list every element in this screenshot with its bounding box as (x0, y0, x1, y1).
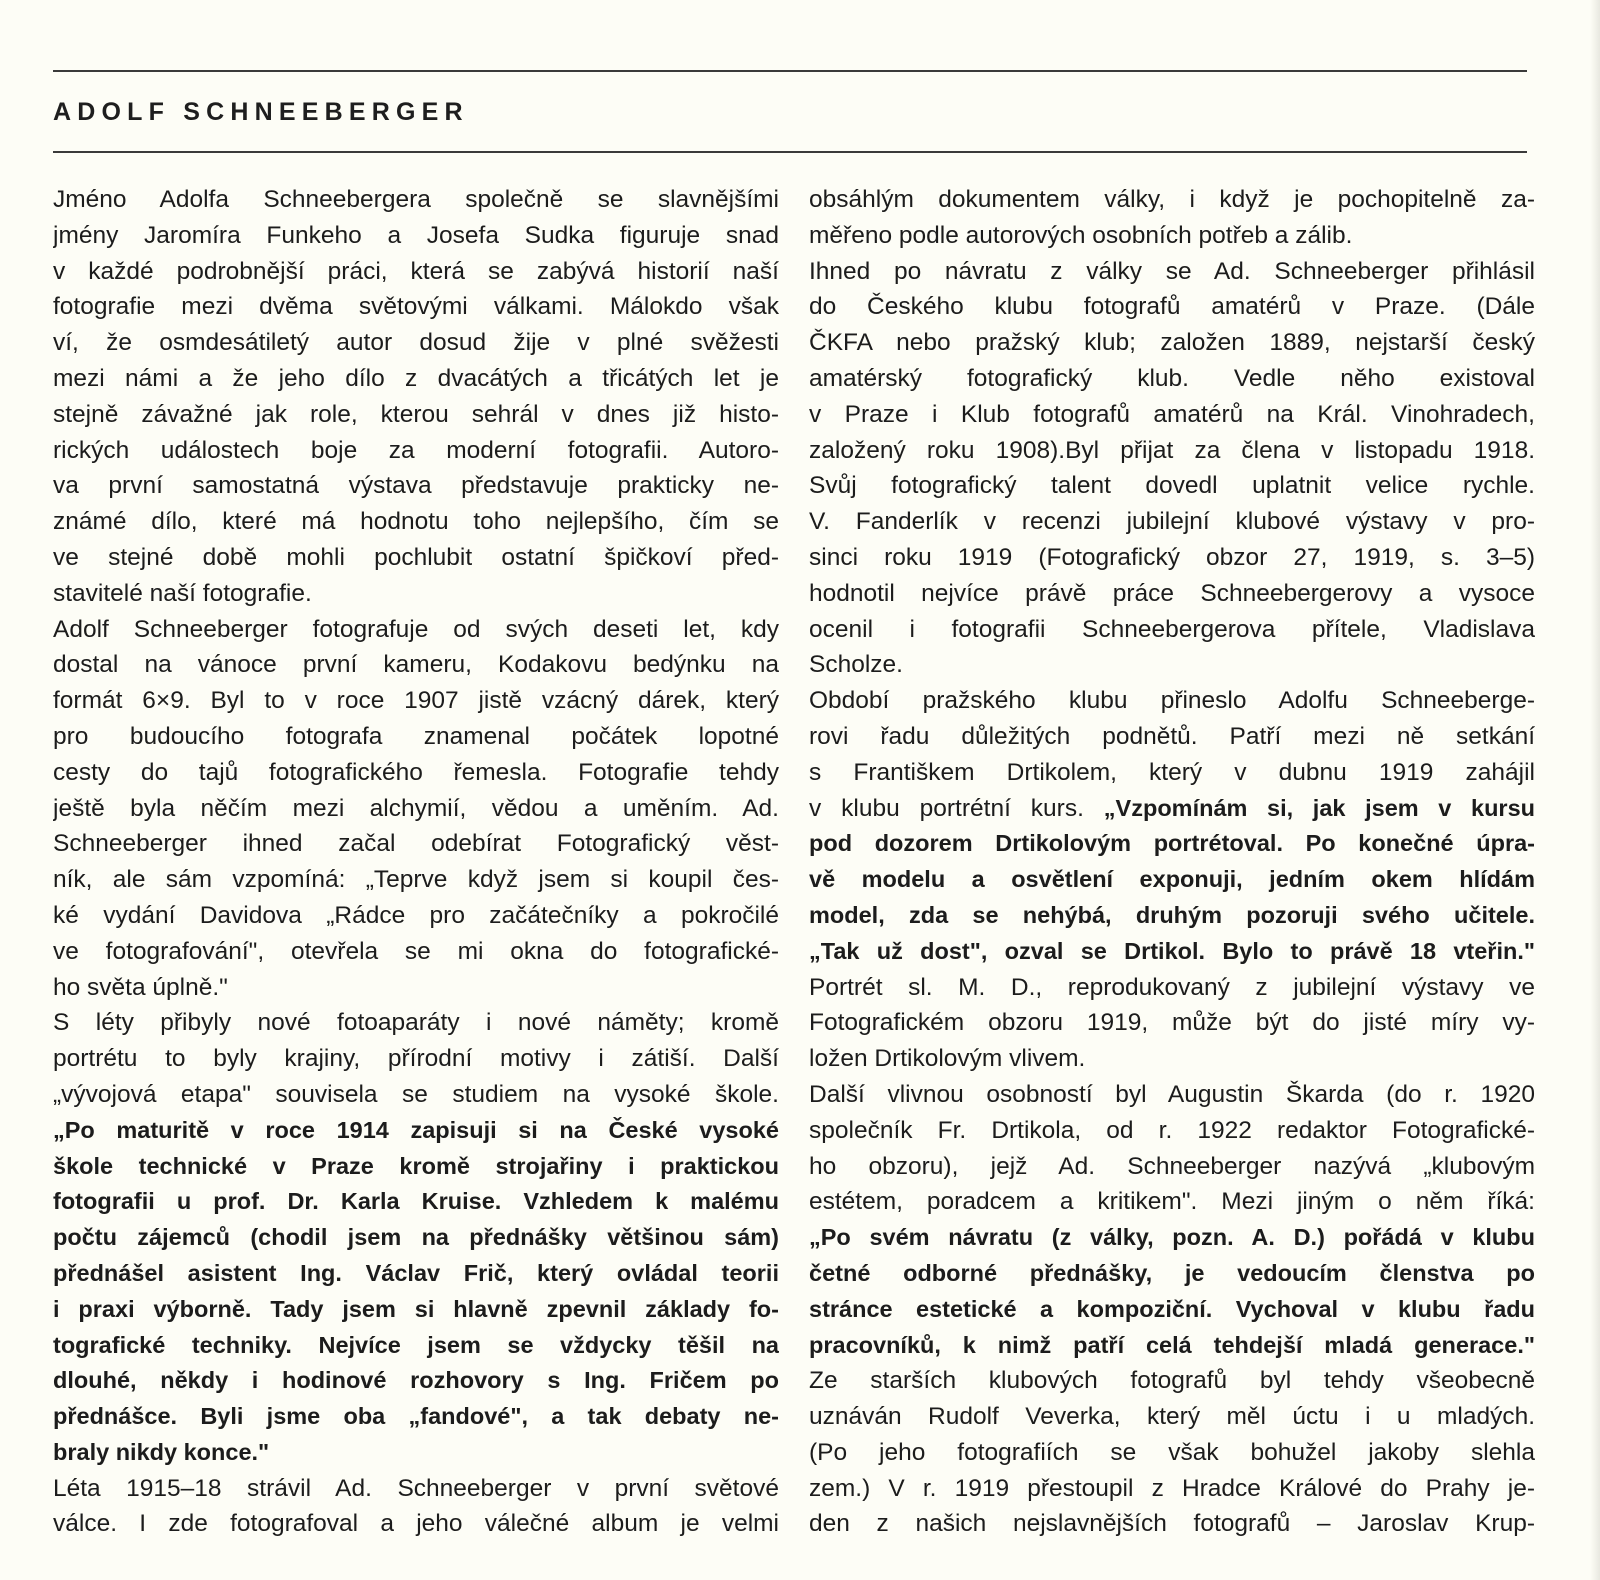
page-edge (1590, 0, 1600, 1580)
text-line: ké vydání Davidova „Rádce pro začátečníky a pokročilé (53, 901, 779, 929)
text-line: dlouhé, někdy i hodinové rozhovory s Ing. Fričem po (53, 1367, 779, 1394)
text-line: model, zda se nehýbá, druhým pozoruji svého učitele. (809, 901, 1535, 928)
text-line: V. Fanderlík v recenzi jubilejní klubové výstavy v pro- (809, 508, 1535, 536)
text-line: četné odborné přednášky, je vedoucím členstva po (809, 1259, 1535, 1286)
text-line: cesty do tajů fotografického řemesla. Fotografie tehdy (53, 758, 779, 786)
text-line: Další vlivnou osobností byl Augustin Škarda (do r. 1920 (809, 1080, 1535, 1108)
text-line: založený roku 1908).Byl přijat za člena v listopadu 1918. (809, 436, 1535, 464)
text-line: va první samostatná výstava představuje prakticky ne- (53, 472, 779, 500)
text-line (809, 791, 1535, 827)
text-line: škole technické v Praze kromě strojařiny i praktickou (53, 1152, 779, 1179)
text-line: Fotografickém obzoru 1919, může být do jisté míry vy- (809, 1009, 1535, 1037)
text-line: ho světa úplně." (53, 973, 228, 1001)
text-line: společník Fr. Drtikola, od r. 1922 redaktor Fotografické- (809, 1116, 1535, 1144)
text-line: amatérský fotografický klub. Vedle něho existoval (809, 364, 1535, 392)
text-line: vě modelu a osvětlení exponuji, jedním okem hlídám (809, 866, 1535, 893)
left-text-column (53, 182, 779, 1542)
text-line: ložen Drtikolovým vlivem. (809, 1045, 1086, 1073)
text-line: tografické techniky. Nejvíce jsem se vždycky těšil na (53, 1331, 779, 1358)
text-line: Ze starších klubových fotografů byl tehdy všeobecně (809, 1367, 1535, 1395)
text-line: „Po maturitě v roce 1914 zapisuji si na České vysoké (53, 1116, 779, 1143)
text-line: „Po svém návratu (z války, pozn. A. D.) pořádá v klubu (809, 1224, 1535, 1251)
text-line: pro budoucího fotografa znamenal počátek lopotné (53, 722, 779, 750)
text-segment: v klubu portrétní kurs. (809, 794, 1104, 822)
text-line: rovi řadu důležitých podnětů. Patří mezi ně setkání (809, 722, 1535, 750)
text-line: „Tak už dost", ozval se Drtikol. Bylo to právě 18 vteřin." (809, 937, 1535, 964)
text-line: rických událostech boje za moderní fotografii. Autoro- (53, 436, 779, 464)
text-line: s Františkem Drtikolem, který v dubnu 1919 zahájil (809, 758, 1535, 786)
text-line: S léty přibyly nové fotoaparáty i nové náměty; kromě (53, 1009, 779, 1037)
text-line: pod dozorem Drtikolovým portrétoval. Po konečné úpra- (809, 830, 1535, 857)
text-line: stejně závažné jak role, kterou sehrál v dnes již histo- (53, 400, 779, 428)
text-line: Jméno Adolfa Schneebergera společně se slavnějšími (53, 186, 779, 213)
text-line: v každé podrobnější práci, která se zabývá historií naší (53, 257, 779, 285)
text-line: mezi námi a že jeho dílo z dvacátých a třicátých let je (53, 364, 779, 392)
text-line: ho obzoru), jejž Ad. Schneeberger nazývá „klubovým (809, 1152, 1535, 1180)
text-line: známé dílo, které má hodnotu toho nejlepšího, čím se (53, 508, 779, 536)
text-line: den z našich nejslavnějších fotografů – Jaroslav Krup- (809, 1510, 1535, 1538)
text-line: počtu zájemců (chodil jsem na přednášky většinou sám) (53, 1224, 779, 1251)
text-line: Adolf Schneeberger fotografuje od svých deseti let, kdy (53, 615, 779, 643)
text-line: ocenil i fotografii Schneebergerova přítele, Vladislava (809, 615, 1535, 643)
title-bottom-rule (53, 151, 1527, 153)
text-line: pracovníků, k nimž patří celá tehdejší mladá generace." (809, 1331, 1535, 1358)
text-line: stavitelé naší fotografie. (53, 579, 312, 607)
text-line: hodnotil nejvíce právě práce Schneebergerovy a vysoce (809, 579, 1535, 607)
text-line: uznáván Rudolf Veverka, který měl úctu i u mladých. (809, 1403, 1535, 1431)
text-line: dostal na vánoce první kameru, Kodakovu bedýnku na (53, 651, 779, 679)
text-line: estétem, poradcem a kritikem". Mezi jiným o něm říká: (809, 1188, 1535, 1216)
text-line: sinci roku 1919 (Fotografický obzor 27, 1919, s. 3–5) (809, 543, 1535, 571)
text-line: přednášel asistent Ing. Václav Frič, který ovládal teorii (53, 1259, 779, 1286)
text-line: formát 6×9. Byl to v roce 1907 jistě vzácný dárek, který (53, 687, 779, 715)
text-line: braly nikdy konce." (53, 1438, 270, 1465)
text-line: Portrét sl. M. D., reprodukovaný z jubilejní výstavy ve (809, 973, 1535, 1001)
text-line: Svůj fotografický talent dovedl uplatnit velice rychle. (809, 472, 1535, 500)
text-line: fotografie mezi dvěma světovými válkami. Málokdo však (53, 293, 779, 321)
text-line: ve stejné době mohli pochlubit ostatní špičkoví před- (53, 543, 779, 571)
right-text-column (809, 182, 1535, 1542)
text-line: Ihned po návratu z války se Ad. Schneeberger přihlásil (809, 257, 1535, 285)
text-line: ník, ale sám vzpomíná: „Teprve když jsem si koupil čes- (53, 866, 779, 894)
bold-quote-segment: „Vzpomínám si, jak jsem v kursu (1103, 794, 1535, 821)
text-line: i praxi výborně. Tady jsem si hlavně zpevnil základy fo- (53, 1295, 779, 1322)
text-line: stránce estetické a kompoziční. Vychoval v klubu řadu (809, 1295, 1535, 1322)
text-line: Scholze. (809, 651, 903, 679)
text-line: Období pražského klubu přineslo Adolfu Schneeberge- (809, 687, 1535, 715)
text-line: přednášce. Byli jsme oba „fandové", a tak debaty ne- (53, 1403, 779, 1430)
text-line: válce. I zde fotografoval a jeho válečné album je velmi (53, 1510, 779, 1538)
article-title: ADOLF SCHNEEBERGER (53, 98, 469, 126)
text-line: (Po jeho fotografiích se však bohužel jakoby slehla (809, 1438, 1535, 1466)
text-line: ví, že osmdesátiletý autor dosud žije v plné svěžesti (53, 329, 779, 357)
text-line: Schneeberger ihned začal odebírat Fotografický věst- (53, 830, 779, 858)
text-line: „vývojová etapa" souvisela se studiem na vysoké škole. (53, 1080, 779, 1108)
top-rule (53, 70, 1527, 72)
text-line: zem.) V r. 1919 přestoupil z Hradce Králové do Prahy je- (809, 1474, 1535, 1502)
text-line: do Českého klubu fotografů amatérů v Praze. (Dále (809, 293, 1535, 321)
text-line: Léta 1915–18 strávil Ad. Schneeberger v první světové (53, 1474, 779, 1502)
text-line: měřeno podle autorových osobních potřeb a zálib. (809, 221, 1353, 249)
text-line: ve fotografování", otevřela se mi okna do fotografické- (53, 937, 779, 965)
text-line: ČKFA nebo pražský klub; založen 1889, nejstarší český (809, 329, 1535, 357)
text-line: obsáhlým dokumentem války, i když je pochopitelně za- (809, 186, 1535, 213)
text-line: ještě byla něčím mezi alchymií, vědou a uměním. Ad. (53, 794, 779, 822)
text-line: v Praze i Klub fotografů amatérů na Král. Vinohradech, (809, 400, 1535, 428)
text-line: portrétu to byly krajiny, přírodní motivy i zátiší. Další (53, 1045, 779, 1073)
text-line: fotografii u prof. Dr. Karla Kruise. Vzhledem k malému (53, 1188, 779, 1215)
text-line: jmény Jaromíra Funkeho a Josefa Sudka figuruje snad (53, 221, 779, 249)
